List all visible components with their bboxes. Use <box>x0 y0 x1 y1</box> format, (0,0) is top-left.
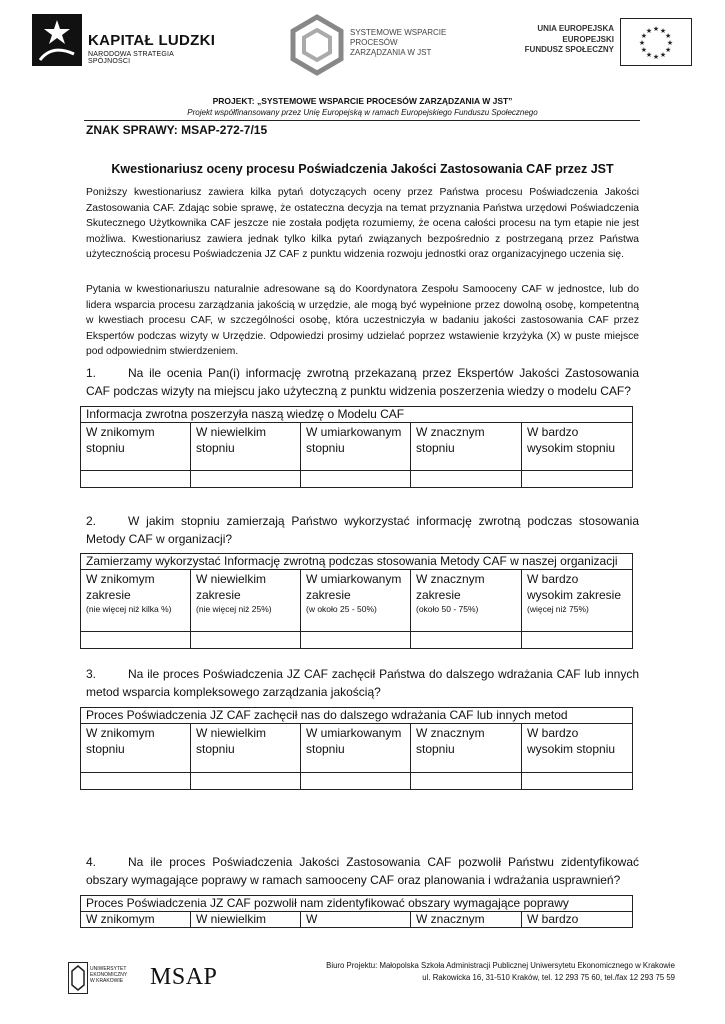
document-title: Kwestionariusz oceny procesu Poświadczenia Jakości Zastosowania CAF przez JST <box>111 162 614 176</box>
q1-option-5-label: W bardzo wysokim stopniu <box>522 423 633 471</box>
eu-star-icon: ★ <box>645 27 653 35</box>
q1-option-4-label: W znacznym stopniu <box>411 423 522 471</box>
systemowe-wsparcie-text <box>350 28 446 58</box>
eu-star-icon: ★ <box>659 27 667 35</box>
q3-answer-cell-1[interactable] <box>81 773 191 790</box>
intro-paragraph-1: Poniższy kwestionariusz zawiera kilka pytań dotyczących oceny przez Państwa procesu Poświadczenia Jakości Zastosowania CAF. Zdając sobie sprawę, że ostateczna decyzja na temat przyznania Państwa urzędowi Poświadczenia Skutecznego Użytkownika CAF jeszcze nie została podjęta rozumiemy, że ocena całości procesu na tym etapie nie jest możliwa. Kwestionariusz zawiera jednak tylko kilka pytań związanych bezpośrednio z postrzeganą przez Państwa użytecznością procesu Poświadczenia JZ CAF z punktu widzenia rozwoju jednostki oraz organizacyjnego uczenia się. <box>86 187 639 260</box>
q2-answer-cell-4[interactable] <box>411 632 522 649</box>
question-2-text: W jakim stopniu zamierzają Państwo wykorzystać informację zwrotną podczas stosowania Metody CAF w organizacji? <box>86 514 639 546</box>
question-1-table <box>80 406 633 488</box>
q2-answer-cell-2[interactable] <box>191 632 301 649</box>
q1-option-2-label: W niewielkim stopniu <box>191 423 301 471</box>
question-1 <box>86 365 639 400</box>
q2-option-4-label: W znacznym zakresie <box>416 572 485 602</box>
footer-address <box>240 960 675 984</box>
q2-option-2 <box>191 570 301 632</box>
q1-answer-cell-3[interactable] <box>301 471 411 488</box>
question-4-table-header: Proces Poświadczenia JZ CAF pozwolił nam zidentyfikować obszary wymagające poprawy <box>81 896 633 912</box>
q1-answer-cell-5[interactable] <box>522 471 633 488</box>
eu-star-icon: ★ <box>645 52 653 60</box>
question-3 <box>86 666 639 701</box>
q3-option-2-label: W niewielkim stopniu <box>191 724 301 773</box>
question-3-table-header: Proces Poświadczenia JZ CAF zachęcił nas do dalszego wdrażania CAF lub innych metod <box>81 708 633 724</box>
footer-line-2: ul. Rakowicka 16, 31-510 Kraków, tel. 12 293 75 60, tel./fax 12 293 75 59 <box>422 973 675 982</box>
unia-europejska-logo <box>500 18 700 68</box>
q2-option-5 <box>522 570 633 632</box>
q2-option-4-note: (około 50 - 75%) <box>416 604 479 614</box>
q2-option-3-label: W umiarkowanym zakresie <box>306 572 402 602</box>
eu-star-icon: ★ <box>638 40 646 47</box>
q1-answer-cell-4[interactable] <box>411 471 522 488</box>
q3-option-5-label: W bardzo wysokim stopniu <box>522 724 633 773</box>
ue-line-3: FUNDUSZ SPOŁECZNY <box>524 45 614 54</box>
eu-star-icon: ★ <box>652 26 660 33</box>
project-subtitle: Projekt współfinansowany przez Unię Europejską w ramach Europejskiego Funduszu Społecznego <box>187 108 538 117</box>
eu-star-icon: ★ <box>664 47 672 54</box>
ue-line-1: UNIA EUROPEJSKA <box>537 24 614 33</box>
footer-line-1: Biuro Projektu: Małopolska Szkoła Administracji Publicznej Uniwersytetu Ekonomicznego w Krakowie <box>326 961 675 970</box>
question-3-table <box>80 707 633 790</box>
uek-line-1: UNIWERSYTET <box>90 966 127 972</box>
question-1-table-header: Informacja zwrotna poszerzyła naszą wiedzę o Modelu CAF <box>81 407 633 423</box>
question-1-number: 1. <box>86 366 97 380</box>
uek-line-2: EKONOMICZNY <box>90 972 128 978</box>
footer-logos <box>68 962 238 996</box>
q2-option-1-note: (nie więcej niż kilka %) <box>86 604 172 614</box>
q2-option-3-note: (w około 25 - 50%) <box>306 604 377 614</box>
uek-crest-icon <box>68 962 88 994</box>
q2-option-1 <box>81 570 191 632</box>
q2-option-2-note: (nie więcej niż 25%) <box>196 604 272 614</box>
eu-star-icon: ★ <box>659 52 667 60</box>
q2-option-5-note: (więcej niż 75%) <box>527 604 589 614</box>
eu-star-icon: ★ <box>664 33 672 40</box>
eu-star-icon: ★ <box>640 33 648 40</box>
header-divider <box>84 120 640 121</box>
eu-flag-icon <box>620 18 692 66</box>
kapital-ludzki-emblem-icon <box>32 14 82 66</box>
question-2 <box>86 513 639 548</box>
q2-option-1-label: W znikomym zakresie <box>86 572 155 602</box>
question-4-number: 4. <box>86 855 97 869</box>
q3-answer-cell-5[interactable] <box>522 773 633 790</box>
question-3-text: Na ile proces Poświadczenia JZ CAF zachęcił Państwa do dalszego wdrażania CAF lub innych metod wsparcia kompleksowego zarządzania jakością? <box>86 667 639 699</box>
msap-logo: MSAP <box>150 964 218 990</box>
question-4-text: Na ile proces Poświadczenia Jakości Zastosowania CAF pozwolił Państwu zidentyfikować obszary wymagające poprawy w ramach samooceny CAF oraz planowania i wdrażania usprawnień? <box>86 855 639 887</box>
question-2-table-header: Zamierzamy wykorzystać Informację zwrotną podczas stosowania Metody CAF w naszej organizacji <box>81 554 633 570</box>
ue-line-2: EUROPEJSKI <box>562 34 614 44</box>
q2-option-3 <box>301 570 411 632</box>
kapital-ludzki-logo <box>32 14 217 70</box>
systemowe-wsparcie-logo <box>288 14 458 76</box>
unia-europejska-text <box>500 24 614 56</box>
project-title: PROJEKT: „SYSTEMOWE WSPARCIE PROCESÓW ZARZĄDZANIA W JST” <box>212 96 513 106</box>
question-2-number: 2. <box>86 514 97 528</box>
q2-answer-cell-5[interactable] <box>522 632 633 649</box>
sw-line-1: SYSTEMOWE WSPARCIE <box>350 28 447 37</box>
eu-star-icon: ★ <box>666 40 674 47</box>
eu-star-icon: ★ <box>652 54 660 61</box>
q2-option-5-label: W bardzo wysokim zakresie <box>527 572 622 602</box>
q3-option-4-label: W znacznym stopniu <box>411 724 522 773</box>
q2-option-2-label: W niewielkim zakresie <box>196 572 267 602</box>
hexagon-emblem-icon <box>288 14 346 76</box>
q1-option-1-label: W znikomym stopniu <box>81 423 191 471</box>
q3-answer-cell-2[interactable] <box>191 773 301 790</box>
question-2-table <box>80 553 633 649</box>
kapital-ludzki-subtitle: NARODOWA STRATEGIA SPÓJNOŚCI <box>88 51 174 65</box>
eu-star-icon: ★ <box>640 47 648 54</box>
case-number: ZNAK SPRAWY: MSAP-272-7/15 <box>86 123 268 137</box>
q4-option-1-label: W znikomym <box>81 912 191 928</box>
sw-line-3: ZARZĄDZANIA W JST <box>350 48 432 57</box>
q4-option-4-label: W znacznym <box>411 912 522 928</box>
q4-option-3-label: W <box>301 912 411 928</box>
q1-option-3-label: W umiarkowanym stopniu <box>301 423 411 471</box>
question-1-text: Na ile ocenia Pan(i) informację zwrotną przekazaną przez Ekspertów Jakości Zastosowania CAF podczas wizyty na miejscu jako użyteczną z punktu widzenia poszerzenia wiedzy o modelu CAF? <box>86 366 639 398</box>
q1-answer-cell-2[interactable] <box>191 471 301 488</box>
question-4 <box>86 854 639 889</box>
kapital-ludzki-title: KAPITAŁ LUDZKI <box>88 32 216 49</box>
q2-option-4 <box>411 570 522 632</box>
uek-line-3: W KRAKOWIE <box>90 978 124 984</box>
q3-answer-cell-3[interactable] <box>301 773 411 790</box>
q3-option-3-label: W umiarkowanym stopniu <box>301 724 411 773</box>
q3-option-1-label: W znikomym stopniu <box>81 724 191 773</box>
sw-line-2: PROCESÓW <box>350 38 398 47</box>
q4-option-2-label: W niewielkim <box>191 912 301 928</box>
question-3-number: 3. <box>86 667 97 681</box>
question-4-table <box>80 895 633 928</box>
q1-answer-cell-1[interactable] <box>81 471 191 488</box>
q2-answer-cell-1[interactable] <box>81 632 191 649</box>
q3-answer-cell-4[interactable] <box>411 773 522 790</box>
intro-paragraph-2: Pytania w kwestionariuszu naturalnie adresowane są do Koordynatora Zespołu Samooceny CAF w jednostce, lub do lidera wsparcia procesu zarządzania jakością w urzędzie, ale mogą być wypełnione przez dowolną osobę, kompetentną w kwestiach procesu CAF, w szczególności osobę, która uczestniczyła w badaniu jakości zastosowania CAF przez Ekspertów podczas wizyty w Urzędzie. Odpowiedzi prosimy udzielać poprzez wstawienie krzyżyka (X) w puste miejsce pod odpowiednim stwierdzeniem. <box>86 284 639 357</box>
q4-option-5-label: W bardzo <box>522 912 633 928</box>
uek-text <box>90 966 127 984</box>
q2-answer-cell-3[interactable] <box>301 632 411 649</box>
